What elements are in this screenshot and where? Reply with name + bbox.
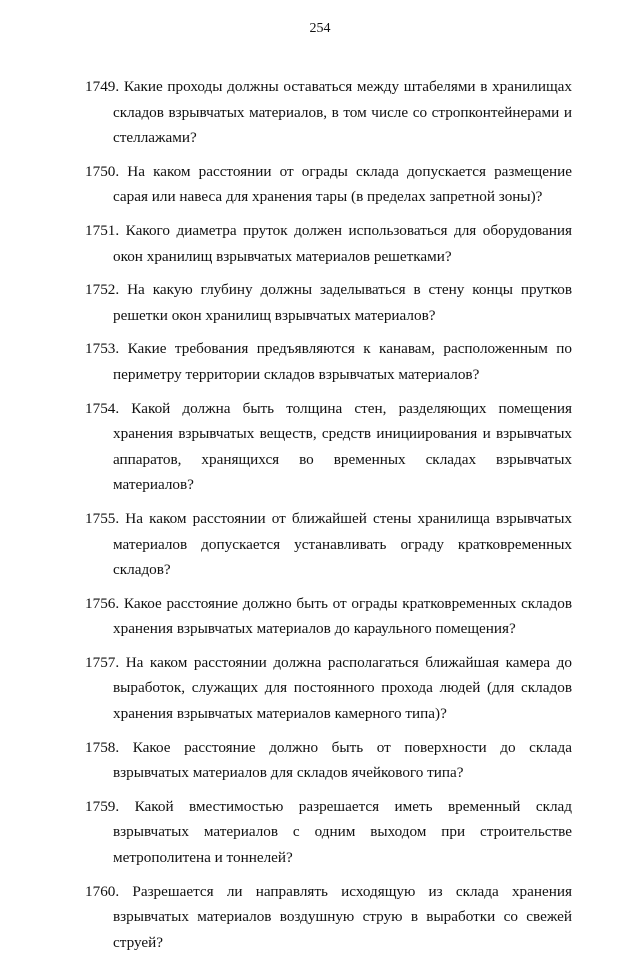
question-item — [85, 506, 572, 583]
question-number: 1760. — [85, 882, 120, 900]
question-text: На каком расстоянии должна располагаться ближайшая камера до выработок, служащих для постоянного прохода людей (для складов хранения взрывчатых материалов камерного типа)? — [113, 653, 572, 723]
question-item — [85, 396, 572, 498]
question-text: На какую глубину должны заделываться в стену концы прутков решетки окон хранилищ взрывчатых материалов? — [113, 281, 572, 324]
question-number: 1749. — [85, 78, 120, 95]
question-item — [85, 794, 572, 871]
question-number: 1755. — [85, 509, 120, 527]
question-item — [85, 879, 572, 956]
question-number: 1754. — [85, 399, 120, 417]
question-item — [85, 74, 572, 151]
question-item — [85, 277, 572, 328]
question-text: На каком расстоянии от ограды склада допускается размещение сарая или навеса для хранения тары (в пределах запретной зоны)? — [113, 162, 572, 206]
question-item — [85, 735, 572, 786]
question-text: Какие проходы должны оставаться между штабелями в хранилищах складов взрывчатых материалов, в том числе со стропконтейнерами и стеллажами? — [113, 78, 572, 147]
question-number: 1757. — [85, 653, 120, 671]
question-item — [85, 336, 572, 387]
question-text: На каком расстоянии от ближайшей стены хранилища взрывчатых материалов допускается устанавливать ограду кратковременных складов? — [113, 509, 572, 579]
question-text: Какое расстояние должно быть от поверхности до склада взрывчатых материалов для складов ячейкового типа? — [113, 738, 573, 782]
question-list — [85, 74, 572, 963]
question-text: Какой вместимостью разрешается иметь временный склад взрывчатых материалов с одним выходом при строительстве метрополитена и тоннелей? — [113, 797, 572, 867]
question-number: 1752. — [85, 281, 120, 299]
question-text: Какого диаметра пруток должен использоваться для оборудования окон хранилищ взрывчатых материалов решетками? — [113, 221, 572, 265]
question-number: 1758. — [85, 738, 120, 756]
question-item — [85, 650, 572, 727]
question-number: 1759. — [85, 797, 120, 815]
question-number: 1756. — [85, 594, 120, 612]
question-number: 1753. — [85, 340, 120, 358]
question-text: Какие требования предъявляются к канавам, расположенным по периметру территории складов взрывчатых материалов? — [113, 340, 572, 383]
question-number: 1751. — [85, 221, 120, 239]
question-item — [85, 591, 572, 642]
question-text: Разрешается ли направлять исходящую из склада хранения взрывчатых материалов воздушную струю в выработки со свежей струей? — [113, 882, 572, 951]
question-number: 1750. — [85, 162, 120, 180]
question-item — [85, 159, 572, 210]
question-item — [85, 218, 572, 269]
page-number: 254 — [309, 21, 331, 36]
question-text: Какой должна быть толщина стен, разделяющих помещения хранения взрывчатых веществ, средств инициирования и взрывчатых аппаратов, хранящихся во временных складах взрывчатых материалов? — [113, 399, 573, 494]
question-text: Какое расстояние должно быть от ограды кратковременных складов хранения взрывчатых материалов до караульного помещения? — [113, 594, 572, 638]
